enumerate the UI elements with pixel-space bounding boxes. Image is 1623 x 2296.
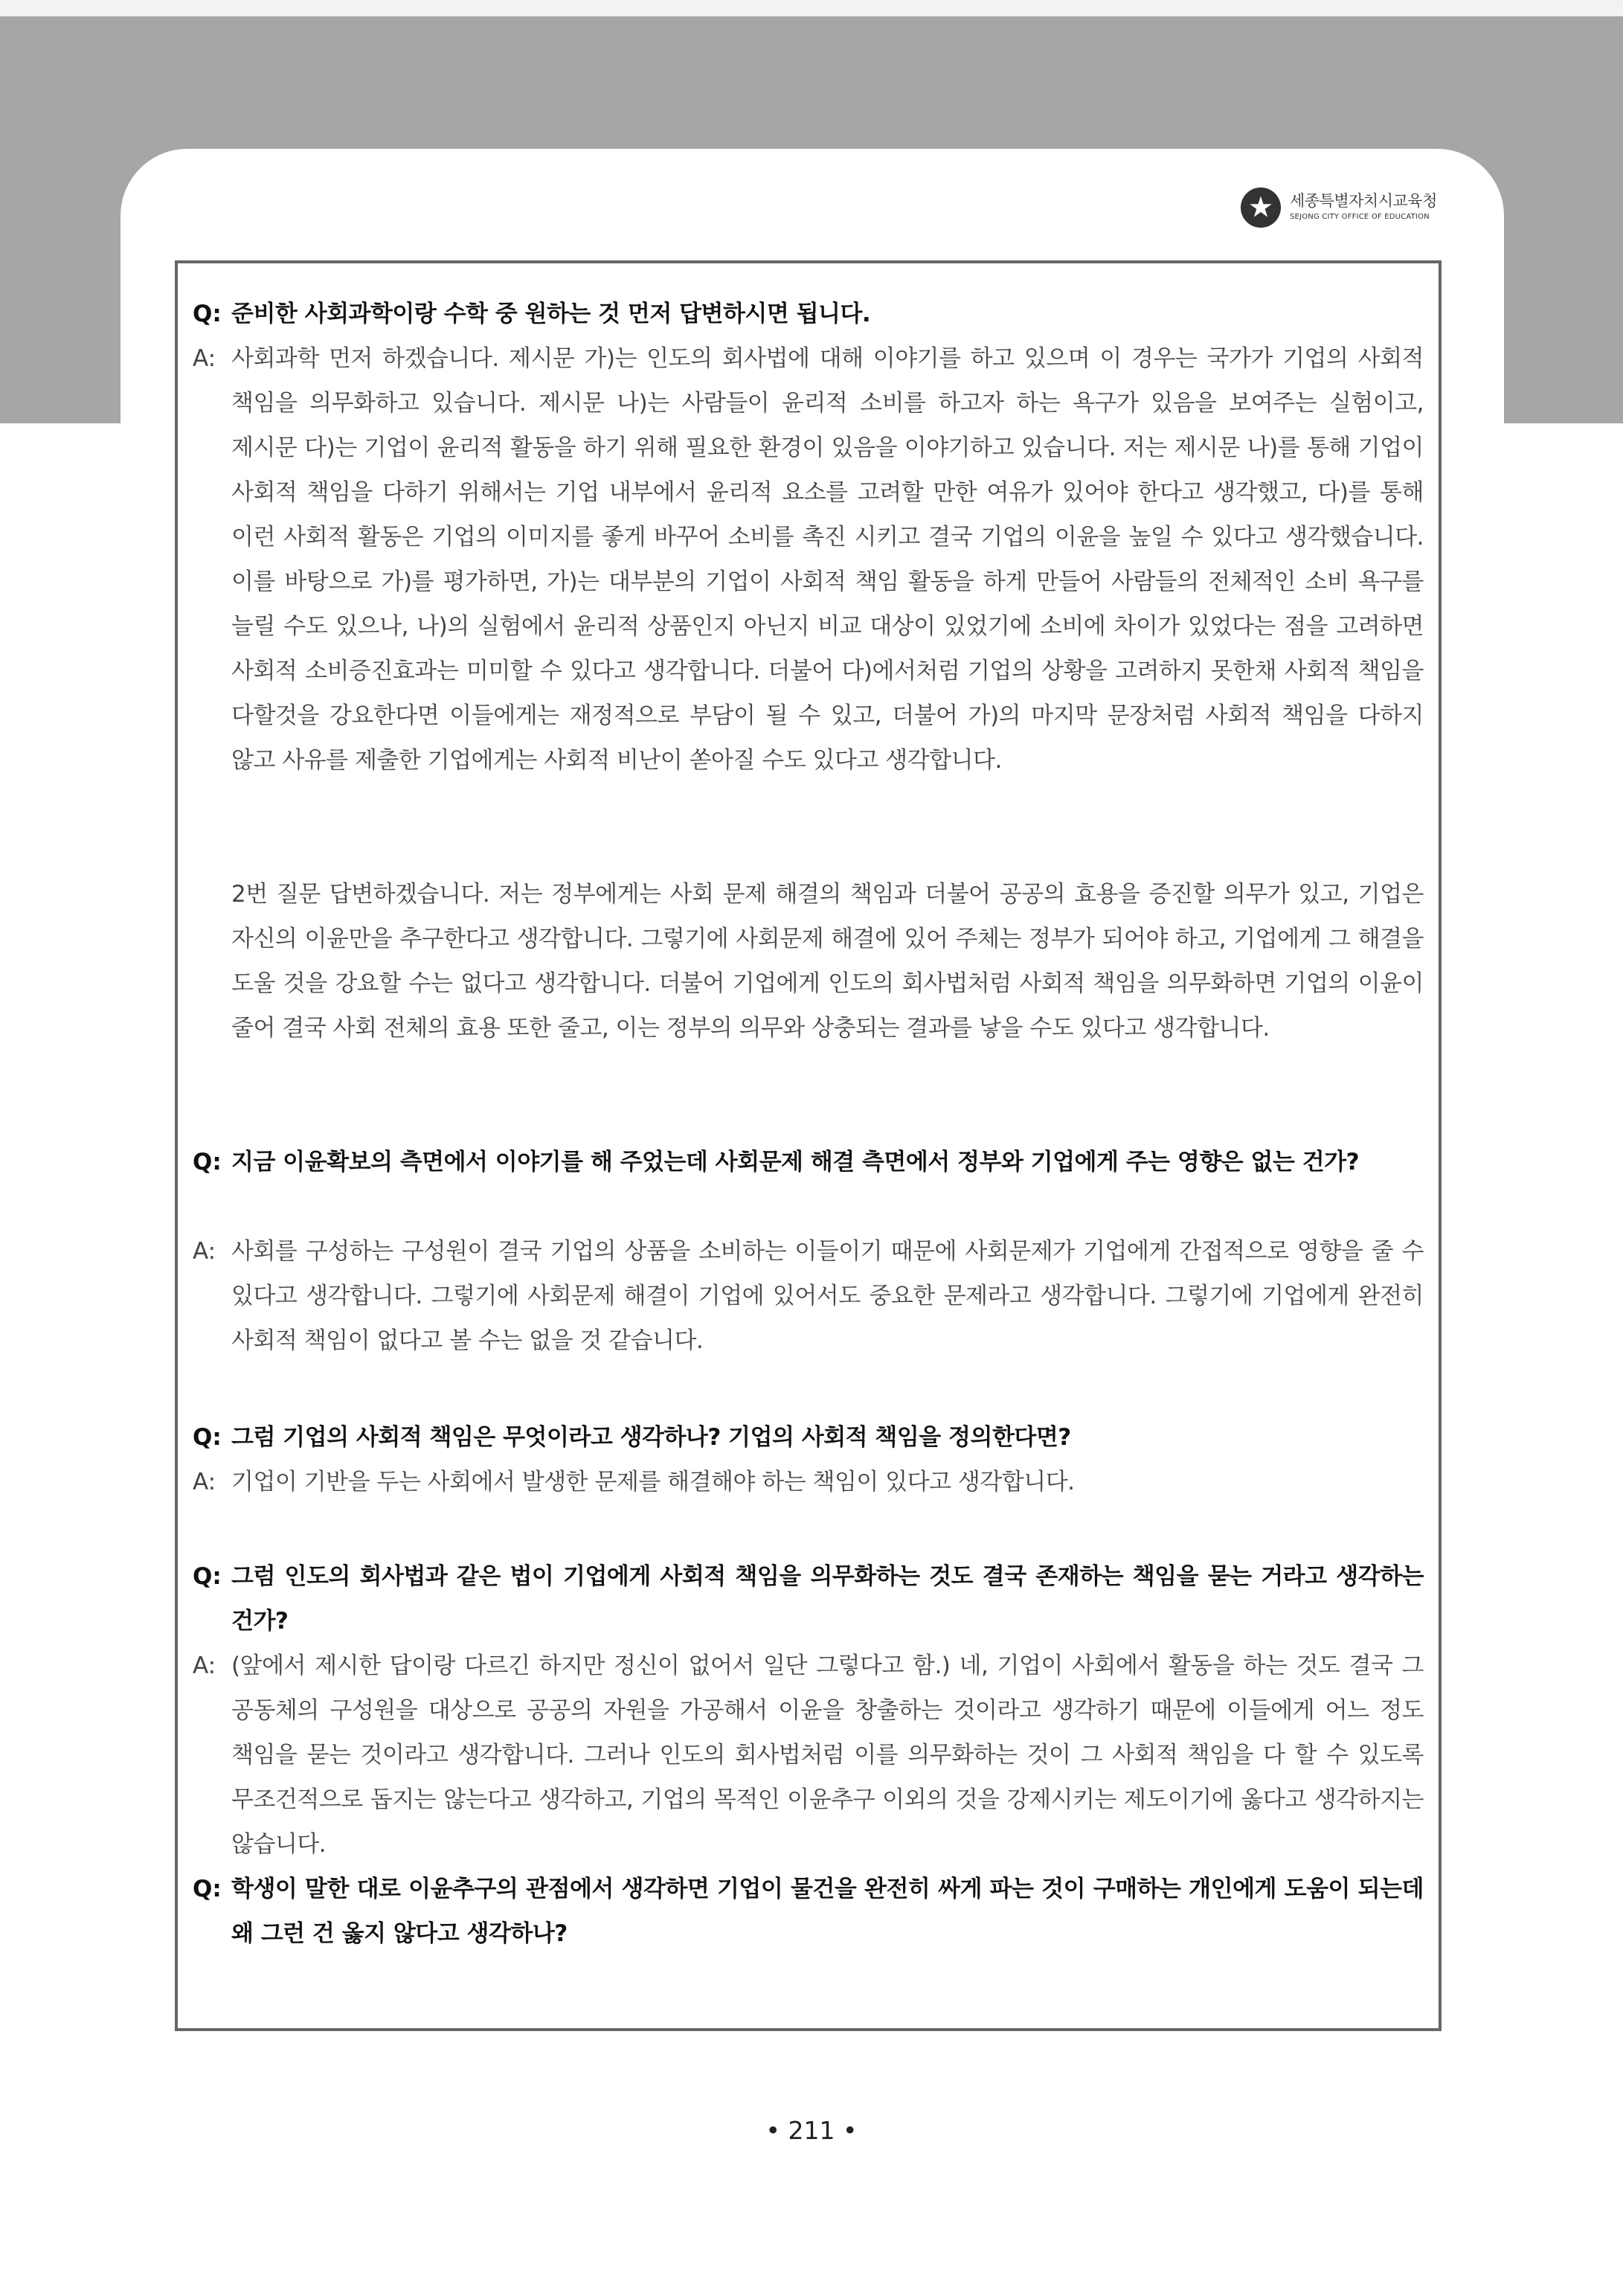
question-text: 그럼 인도의 회사법과 같은 법이 기업에게 사회적 책임을 의무화하는 것도 결국 존재하는 책임을 묻는 거라고 생각하는 건가? (231, 1563, 1424, 1635)
org-logo (1241, 187, 1456, 231)
answer-1-continued (193, 872, 1424, 1051)
question-5 (193, 1867, 1424, 1956)
answer-1 (193, 336, 1424, 783)
left-stripe (0, 407, 120, 423)
question-3 (193, 1415, 1424, 1460)
answer-label: A: (193, 345, 216, 372)
right-stripe (1504, 407, 1623, 423)
answer-2 (193, 1229, 1424, 1363)
question-text: 준비한 사회과학이랑 수학 중 원하는 것 먼저 답변하시면 됩니다. (231, 301, 871, 327)
emblem-icon: ★ (1241, 187, 1281, 228)
question-label: Q: (193, 1424, 222, 1451)
question-text: 학생이 말한 대로 이윤추구의 관점에서 생각하면 기업이 물건을 완전히 싸게 파는 것이 구매하는 개인에게 도움이 되는데 왜 그런 건 옳지 않다고 생각하나? (231, 1876, 1424, 1947)
question-2 (193, 1140, 1424, 1184)
page-number: • 211 • (765, 2116, 858, 2145)
question-label: Q: (193, 1876, 222, 1902)
answer-3 (193, 1460, 1424, 1504)
interview-box (175, 260, 1442, 2031)
answer-label: A: (193, 1652, 216, 1679)
question-text: 그럼 기업의 사회적 책임은 무엇이라고 생각하나? 기업의 사회적 책임을 정의한다면? (231, 1424, 1071, 1451)
org-name-ko: 세종특별자치시교육청 (1290, 192, 1437, 210)
top-band (0, 0, 1623, 16)
answer-label: A: (193, 1238, 216, 1265)
answer-label: A: (193, 1469, 216, 1495)
question-1 (193, 292, 1424, 336)
question-label: Q: (193, 1563, 222, 1590)
answer-text: 사회를 구성하는 구성원이 결국 기업의 상품을 소비하는 이들이기 때문에 사회문제가 기업에게 간접적으로 영향을 줄 수 있다고 생각합니다. 그렇기에 사회문제 해결이 기업에 있어서도 중요한 문제라고 생각합니다. 그렇기에 기업에게 완전히 사회적 책임이 없다고 볼 수는 없을 것 같습니다. (231, 1238, 1424, 1354)
question-4 (193, 1554, 1424, 1644)
answer-text: 기업이 기반을 두는 사회에서 발생한 문제를 해결해야 하는 책임이 있다고 생각합니다. (231, 1469, 1075, 1495)
answer-4 (193, 1644, 1424, 1867)
answer-text: (앞에서 제시한 답이랑 다르긴 하지만 정신이 없어서 일단 그렇다고 함.) 네, 기업이 사회에서 활동을 하는 것도 결국 그 공동체의 구성원을 대상으로 공공의 자원을 가공해서 이윤을 창출하는 것이라고 생각하기 때문에 이들에게 어느 정도 책임을 묻는 것이라고 생각합니다. 그러나 인도의 회사법처럼 이를 의무화하는 것이 그 사회적 책임을 다 할 수 있도록 무조건적으로 돕지는 않는다고 생각하고, 기업의 목적인 이윤추구 이외의 것을 강제시키는 제도이기에 옳다고 생각하지는 않습니다. (231, 1652, 1424, 1858)
question-label: Q: (193, 1149, 222, 1176)
org-name-en: SEJONG CITY OFFICE OF EDUCATION (1290, 213, 1430, 221)
answer-text: 사회과학 먼저 하겠습니다. 제시문 가)는 인도의 회사법에 대해 이야기를 하고 있으며 이 경우는 국가가 기업의 사회적 책임을 의무화하고 있습니다. 제시문 나)는 사람들이 윤리적 소비를 하고자 하는 욕구가 있음을 보여주는 실험이고, 제시문 다)는 기업이 윤리적 활동을 하기 위해 필요한 환경이 있음을 이야기하고 있습니다. 저는 제시문 나)를 통해 기업이 사회적 책임을 다하기 위해서는 기업 내부에서 윤리적 요소를 고려할 만한 여유가 있어야 한다고 생각했고, 다)를 통해 이런 사회적 활동은 기업의 이미지를 좋게 바꾸어 소비를 촉진 시키고 결국 기업의 이윤을 높일 수 있다고 생각했습니다. 이를 바탕으로 가)를 평가하면, 가)는 대부분의 기업이 사회적 책임 활동을 하게 만들어 사람들의 전체적인 소비 욕구를 늘릴 수도 있으나, 나)의 실험에서 윤리적 상품인지 아닌지 비교 대상이 있었기에 소비에 차이가 있었다는 점을 고려하면 사회적 소비증진효과는 미미할 수 있다고 생각합니다. 더불어 다)에서처럼 기업의 상황을 고려하지 못한채 사회적 책임을 다할것을 강요한다면 이들에게는 재정적으로 부담이 될 수 있고, 더불어 가)의 마지막 문장처럼 사회적 책임을 다하지 않고 사유를 제출한 기업에게는 사회적 비난이 쏟아질 수도 있다고 생각합니다. (231, 345, 1424, 774)
question-text: 지금 이윤확보의 측면에서 이야기를 해 주었는데 사회문제 해결 측면에서 정부와 기업에게 주는 영향은 없는 건가? (231, 1149, 1360, 1176)
answer-text: 2번 질문 답변하겠습니다. 저는 정부에게는 사회 문제 해결의 책임과 더불어 공공의 효용을 증진할 의무가 있고, 기업은 자신의 이윤만을 추구한다고 생각합니다. 그렇기에 사회문제 해결에 있어 주체는 정부가 되어야 하고, 기업에게 그 해결을 도울 것을 강요할 수는 없다고 생각합니다. 더불어 기업에게 인도의 회사법처럼 사회적 책임을 의무화하면 기업의 이윤이 줄어 결국 사회 전체의 효용 또한 줄고, 이는 정부의 의무와 상충되는 결과를 낳을 수도 있다고 생각합니다. (231, 881, 1424, 1042)
question-label: Q: (193, 301, 222, 327)
